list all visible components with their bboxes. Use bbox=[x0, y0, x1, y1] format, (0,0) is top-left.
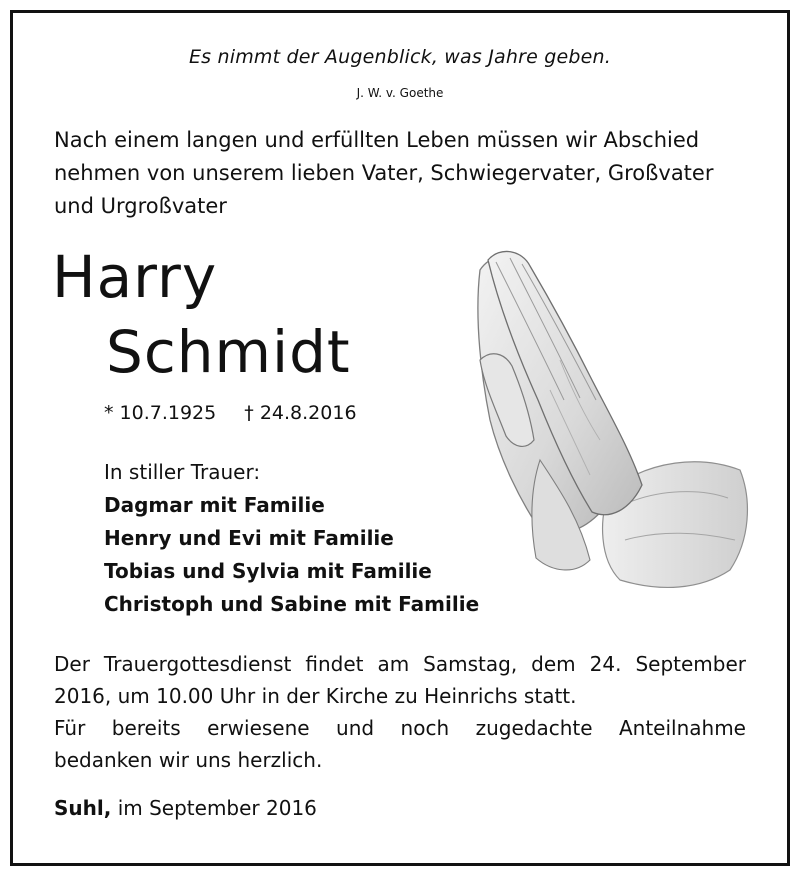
service-line: Für bereits erwiesene und noch zugedachte Anteilnahme bbox=[54, 716, 746, 740]
praying-hands-icon bbox=[460, 240, 752, 598]
deceased-first-name: Harry bbox=[52, 243, 218, 311]
quote-text: Es nimmt der Augenblick, was Jahre geben. bbox=[188, 46, 612, 68]
mourners-block bbox=[104, 456, 479, 621]
closing-line bbox=[54, 796, 317, 820]
mourner-name: Christoph und Sabine mit Familie bbox=[104, 592, 480, 616]
deceased-last-name: Schmidt bbox=[106, 318, 351, 386]
closing-place: Suhl, bbox=[54, 796, 112, 820]
closing-date: im September 2016 bbox=[111, 796, 317, 820]
intro-line: nehmen von unserem lieben Vater, Schwiegervater, Großvater bbox=[54, 161, 714, 185]
birth-date: * 10.7.1925 bbox=[104, 402, 217, 424]
life-dates bbox=[104, 402, 357, 424]
mourner-name: Dagmar mit Familie bbox=[104, 493, 325, 517]
intro-line: Nach einem langen und erfüllten Leben müssen wir Abschied bbox=[54, 128, 700, 152]
service-line: bedanken wir uns herzlich. bbox=[54, 748, 323, 772]
death-date: † 24.8.2016 bbox=[244, 402, 357, 424]
intro-line: und Urgroßvater bbox=[54, 194, 227, 218]
mourner-name: Henry und Evi mit Familie bbox=[104, 526, 394, 550]
quote-author: J. W. v. Goethe bbox=[356, 86, 444, 100]
mourner-name: Tobias und Sylvia mit Familie bbox=[104, 559, 432, 583]
service-text bbox=[54, 648, 746, 776]
intro-text bbox=[54, 124, 764, 223]
mourners-heading: In stiller Trauer: bbox=[104, 460, 261, 484]
service-line: 2016, um 10.00 Uhr in der Kirche zu Heinrichs statt. bbox=[54, 684, 577, 708]
service-line: Der Trauergottesdienst findet am Samstag, dem 24. September bbox=[54, 652, 746, 676]
